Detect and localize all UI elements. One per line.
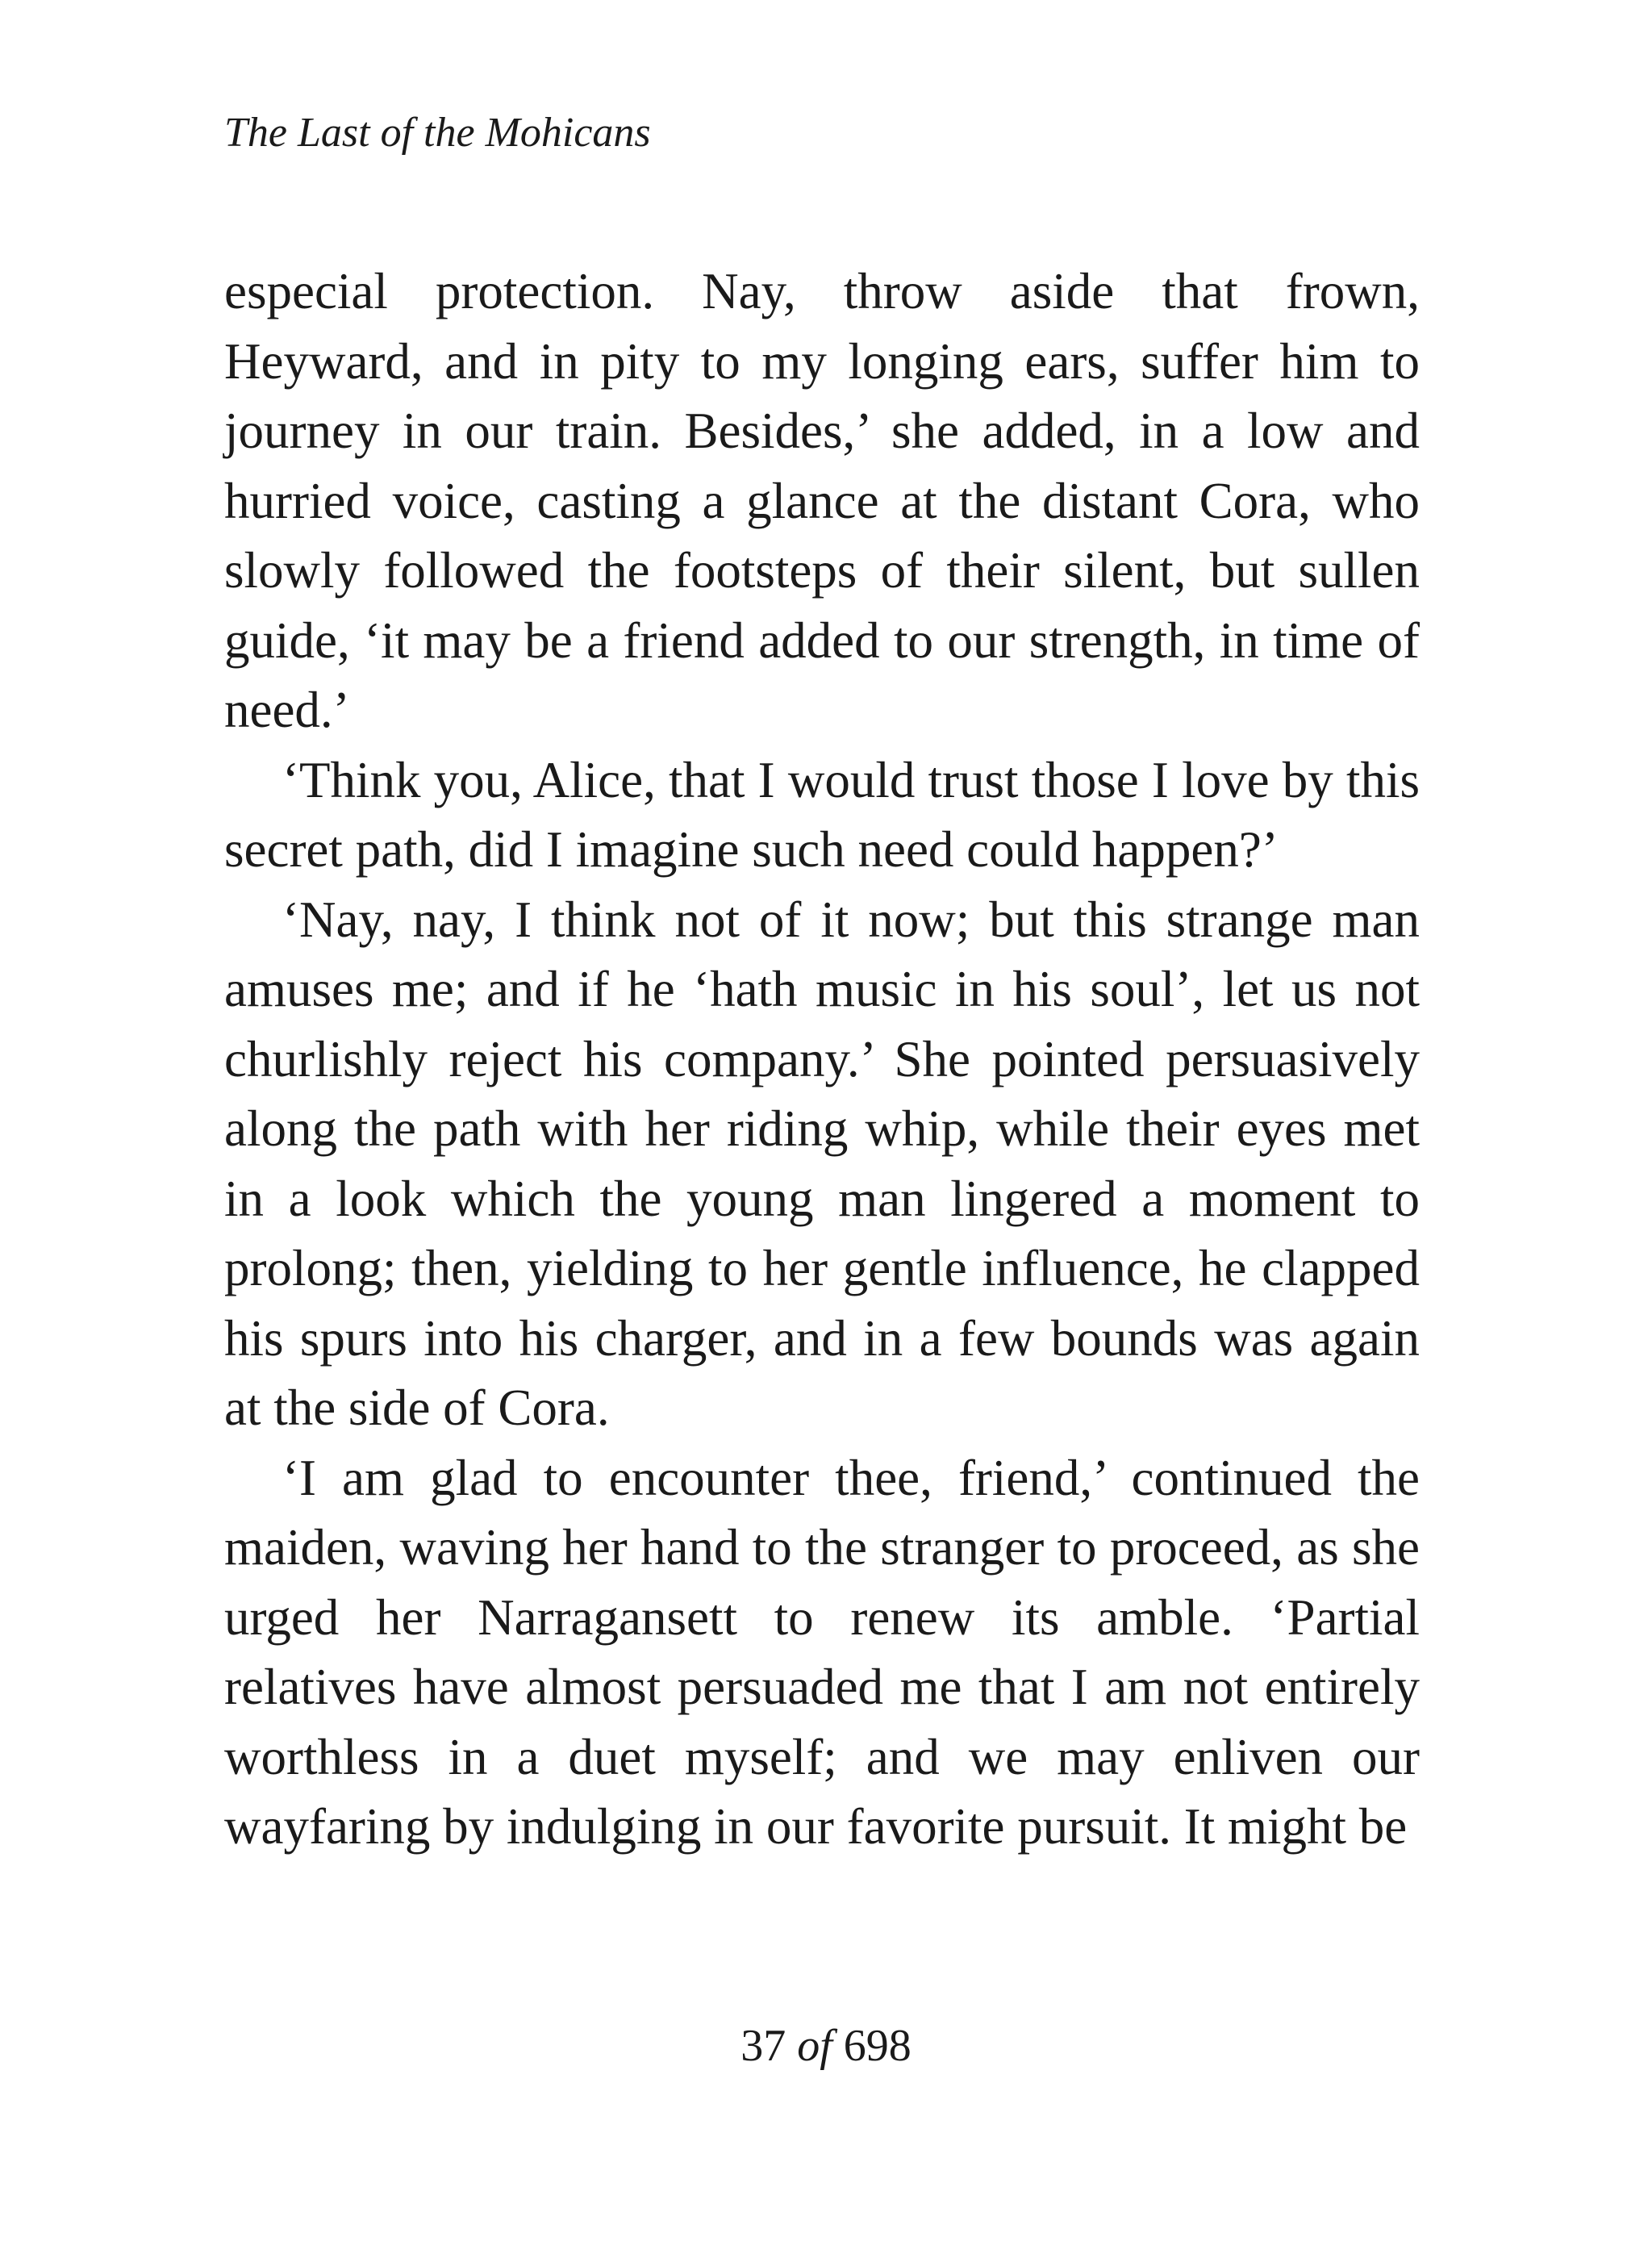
paragraph-continued: especial protection. Nay, throw aside that frown, Heyward, and in pity to my longing ears, suffer him to journey in our train. Besides,’ she added, in a low and hurried voice, casting a glance at the distant Cora, who slowly followed the footsteps of their silent, but sullen guide, ‘it may be a friend added to our strength, in time of need.’: [224, 263, 1420, 738]
page-number-total: 698: [843, 2021, 912, 2071]
page-number-of: of: [797, 2021, 832, 2071]
running-title: The Last of the Mohicans: [224, 110, 651, 156]
paragraph: ‘I am glad to encounter thee, friend,’ continued the maiden, waving her hand to the stranger to proceed, as she urged her Narragansett to renew its amble. ‘Partial relatives have almost persuaded me that I am not entirely worthless in a duet myself; and we may enliven our wayfaring by indulging in our favorite pursuit. It might be: [224, 1449, 1420, 1855]
page-number-current: 37: [740, 2021, 786, 2071]
page-body-text: [224, 257, 1420, 1862]
page-number: [0, 2017, 1652, 2075]
paragraph: ‘Think you, Alice, that I would trust those I love by this secret path, did I imagine such need could happen?’: [224, 751, 1420, 878]
paragraph: ‘Nay, nay, I think not of it now; but this strange man amuses me; and if he ‘hath music in his soul’, let us not churlishly reject his company.’ She pointed persuasively along the path with her riding whip, while their eyes met in a look which the young man lingered a moment to prolong; then, yielding to her gentle influence, he clapped his spurs into his charger, and in a few bounds was again at the side of Cora.: [224, 891, 1420, 1436]
